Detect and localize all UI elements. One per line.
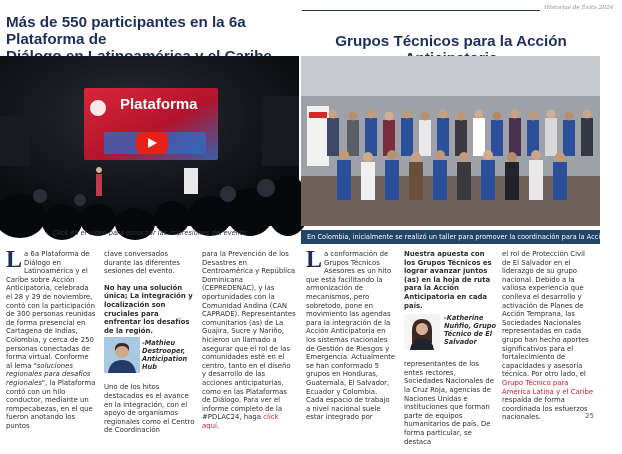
right-dropcap: L	[306, 247, 323, 273]
regional-group-link[interactable]: Grupo Técnico para América Latina y el Caribe	[502, 378, 594, 396]
left-col3-body: para la Prevención de los Desastres en Centroamérica y República Dominicana (CEPREDENAC), y las oportunidades con la Comunidad Andina (CAN CAPRADE). Representantes comunitarios (as) de La Guajira, Sucre y Nariño, hicieron un llamado a asegurar que el rol de las comunidades esté en el centro, tanto en el diseño y desarrollo de las acciones anticipatorias, como en las Plataformas de Diálogo. Para ver el informe completo de la #PDLAC24, haga	[202, 250, 296, 422]
right-col3-end: respalda de forma coordinada los esfuerzos nacionales.	[502, 396, 588, 422]
left-headline-line1: Más de 550 participantes en la 6a Plataforma de	[6, 14, 246, 48]
left-col-1	[6, 247, 96, 438]
person-icon	[104, 337, 140, 373]
header-rule	[302, 10, 540, 11]
right-col1-body: Grupos Técnicos Asesores es un hito que está facilitando la armonización de mecanismos, pero sobretodo, pone en movimiento las agendas para la integración de la Acción Anticipatoria en los sistemas nacionales de Gestión de Riesgos y Emergencia. Actualmente se han conformado 5 grupos en Honduras, Guatemala, El Salvador, Ecuador y Colombia. Cada espacio de trabajo a nivel nacional suele estar integrado por	[306, 258, 396, 422]
left-col-2	[104, 250, 196, 443]
right-col-1	[306, 247, 396, 430]
left-col2-p2: Uno de los hitos destacados es el avance en la integración, con el apoyo de organismos regionales como el Centro de Coordinación	[104, 383, 195, 435]
left-quote-attribution	[104, 337, 196, 377]
right-col-3	[502, 250, 594, 430]
report-link[interactable]: click aquí	[202, 413, 279, 430]
group-photo	[301, 56, 600, 226]
page-number: 25	[585, 412, 594, 420]
right-quote-attribution	[404, 312, 496, 354]
right-col1-start: a conformación de	[324, 250, 389, 258]
group-photo-graphic	[301, 56, 600, 226]
right-col2-p1: representantes de los entes rectores, Sociedades Nacionales de la Cruz Roja, agencias de Naciones Unidas e instituciones que forman parte de equipos humanitarios de país. De forma particular, se destaca	[404, 360, 494, 446]
left-col1-end: , la Plataforma contó con un hilo conductor, mediante un rompecabezas, en el que fueron anotando los puntos	[6, 378, 96, 430]
right-headline-line1: Grupos Técnicos para la Acción	[335, 33, 567, 50]
magazine-label: Historias de Éxito 2024	[544, 5, 614, 11]
left-photo-caption: Click en el video para escuchar las impresiones del evento	[52, 229, 247, 237]
left-col2-quote: No hay una solución única; La integración y localización son cruciales para enfrentar los desafíos de la región.	[104, 283, 193, 335]
left-dropcap: L	[6, 247, 23, 273]
left-quote-author: -Mathieu Destrooper, Anticipation Hub	[142, 339, 188, 372]
right-col3-body: el rol de Protección Civil de El Salvador en el liderazgo de su grupo nacional. Debido a la valiosa experiencia que conlleva el desarrollo y activación de Planes de Acción Temprana, las Sociedades Nacionales representadas en cada grupo han hecho aportes significativos para el fortalecimiento de capacidades y asesoría técnica. Por otro lado, el	[502, 250, 589, 379]
play-button[interactable]	[136, 132, 168, 154]
avatar	[104, 337, 140, 373]
left-col2-p1: clave conversados durante las diferentes sesiones del evento.	[104, 250, 180, 276]
right-col-2	[404, 250, 496, 454]
screen-title: Plataforma	[120, 96, 198, 113]
play-icon	[136, 132, 168, 154]
right-quote-author: -Katherine Nuñfio, Grupo Técnico de El Salvador	[444, 314, 497, 347]
left-col-3	[202, 250, 296, 438]
left-col3-end: .	[216, 421, 220, 430]
left-col1-quote: "soluciones regionales para desafíos regionales"	[6, 361, 91, 387]
left-col1-start: a 6a Plataforma de	[24, 250, 90, 258]
right-photo-caption: En Colombia, inicialmente se realizó un taller para promover la coordinación para la Acción Ant	[301, 230, 600, 244]
left-col1-body: Diálogo en Latinoamérica y el Caribe sobre Acción Anticipatoria, celebrada el 28 y 29 de noviembre, contó con la participación de 300 personas reunidas de forma presencial en Cartagena de Indias, Colombia, y cerca de 250 personas conectadas de forma virtual. Conforme al lema	[6, 258, 96, 370]
event-video-thumbnail[interactable]	[0, 56, 299, 226]
person-icon	[404, 314, 440, 350]
avatar	[404, 314, 440, 350]
right-col2-quote: Nuestra apuesta con los Grupos Técnicos es lograr avanzar juntos (as) en la hoja de ruta para la Acción Anticipatoria en cada país.	[404, 250, 492, 310]
